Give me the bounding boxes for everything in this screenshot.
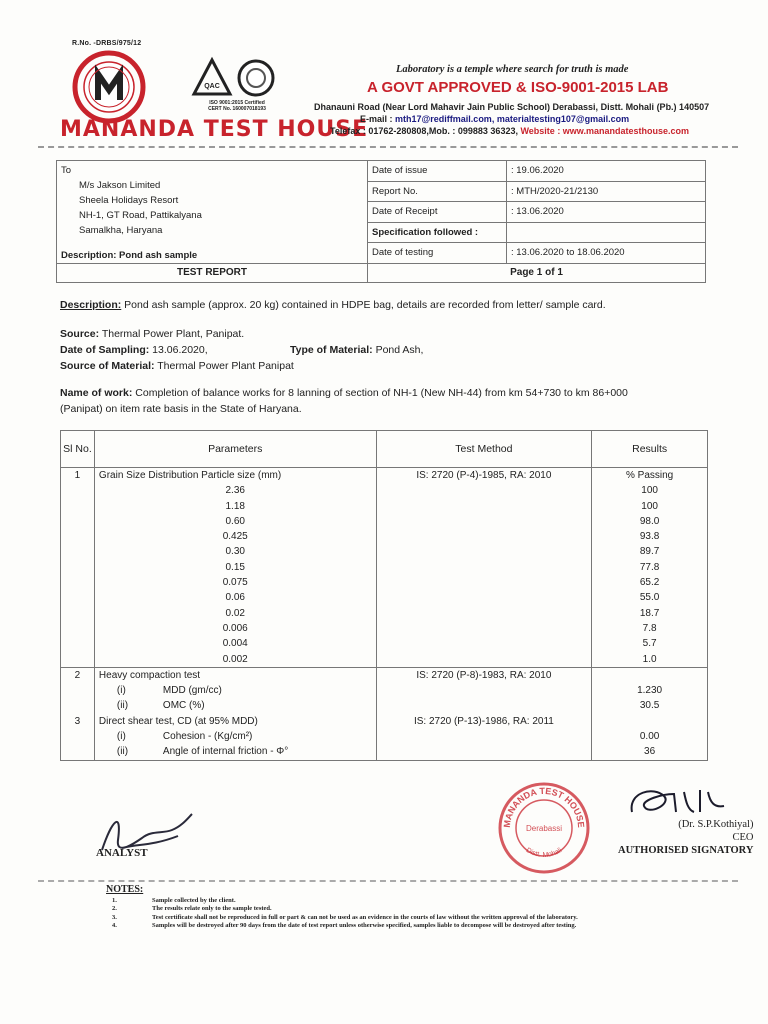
material-source-line: Source of Material: Thermal Power Plant Panipat: [60, 360, 294, 372]
table-row: 0.004 5.7: [61, 636, 708, 651]
lab-brand-name: MANANDA TEST HOUSE: [60, 117, 369, 142]
lab-email: E-mail : mth17@rediffmail.com, materialtesting107@gmail.com: [360, 114, 630, 124]
method-direct-shear: IS: 2720 (P-13)-1986, RA: 2011: [376, 714, 592, 729]
lab-address: Dhanauni Road (Near Lord Mahavir Jain Public School) Derabassi, Distt. Mohali (Pb.) 140507: [314, 102, 710, 112]
table-row: (i) MDD (gm/cc) 1.230: [61, 683, 708, 698]
notes-heading: NOTES:: [106, 884, 144, 895]
date-of-receipt: : 13.06.2020: [507, 202, 706, 223]
table-row: 0.60 98.0: [61, 514, 708, 529]
table-row: (i) Cohesion - (Kg/cm²) 0.00: [61, 729, 708, 744]
lab-telefax: Telefax : 01762-280808,Mob. : 099883 36323, Website : www.manandatesthouse.com: [330, 126, 690, 136]
col-header-sl-no: Sl No.: [61, 431, 95, 468]
table-row: 3 Direct shear test, CD (at 95% MDD) IS: 2720 (P-13)-1986, RA: 2011: [61, 714, 708, 729]
table-row: 0.02 18.7: [61, 606, 708, 621]
note-item: 1. Sample collected by the client.: [112, 897, 236, 904]
notes-divider: [38, 880, 738, 882]
field-label: Date of issue: [368, 161, 507, 182]
table-row: (ii) OMC (%) 30.5: [61, 698, 708, 713]
iso-cert-text: ISO 9001:2015 Certified CERT No. 160007018193: [208, 100, 266, 112]
note-item: 2. The results relate only to the sample tested.: [112, 905, 272, 913]
table-row: 0.425 93.8: [61, 529, 708, 544]
field-label: Date of Receipt: [368, 202, 507, 223]
certification-logos: [190, 56, 280, 100]
table-row: 1.18 100: [61, 499, 708, 514]
recipient-line: Samalkha, Haryana: [79, 225, 163, 236]
note-item: 4. Samples will be destroyed after 90 days from the date of test report unless otherwise specified, samples liable to decompose will be destroyed after testing.: [112, 922, 577, 930]
date-of-testing: : 13.06.2020 to 18.06.2020: [507, 243, 706, 264]
test-report-title: TEST REPORT: [57, 264, 368, 283]
field-label: Date of testing: [368, 243, 507, 264]
table-row: 0.002 1.0: [61, 652, 708, 668]
col-header-test-method: Test Method: [376, 431, 592, 468]
lab-tagline: Laboratory is a temple where search for truth is made: [396, 64, 629, 75]
sample-description: Description: Pond ash sample: [61, 250, 198, 261]
signatory-role: AUTHORISED SIGNATORY: [618, 845, 754, 856]
recipient-line: NH-1, GT Road, Pattikalyana: [79, 210, 202, 221]
param-grain-size: Grain Size Distribution Particle size (mm): [94, 468, 376, 484]
svg-text:Distt. Mohali: [525, 847, 564, 859]
sampling-date-line: Date of Sampling: 13.06.2020,: [60, 344, 208, 356]
signatory-title: CEO: [732, 832, 754, 843]
govt-approved-title: A GOVT APPROVED & ISO-9001-2015 LAB: [367, 79, 669, 96]
table-row: 2 Heavy compaction test IS: 2720 (P-8)-1983, RA: 2010: [61, 667, 708, 683]
param-heavy-compaction: Heavy compaction test: [94, 667, 376, 683]
note-item: 3. Test certificate shall not be reproduced in full or part & can not be used as an evidence in the courts of law without the written approval of the laboratory.: [112, 913, 578, 921]
param-direct-shear: Direct shear test, CD (at 95% MDD): [94, 714, 376, 729]
lab-seal-logo: [72, 50, 146, 124]
registration-number: R.No. -DRBS/975/12: [72, 40, 142, 47]
table-row: 0.06 55.0: [61, 590, 708, 605]
lab-website: Website : www.manandatesthouse.com: [520, 126, 690, 136]
company-stamp: [496, 780, 592, 876]
stamp-mid-text: Derabassi: [525, 824, 563, 833]
analyst-label: ANALYST: [96, 847, 148, 859]
table-row: 0.075 65.2: [61, 575, 708, 590]
source-line: Source: Thermal Power Plant, Panipat.: [60, 328, 245, 340]
authorised-signatory-block: [618, 818, 753, 857]
table-row: 2.36 100: [61, 483, 708, 498]
page-number: Page 1 of 1: [368, 264, 706, 283]
table-row: 0.15 77.8: [61, 560, 708, 575]
stamp-top-text: MANANDA TEST HOUSE: [501, 785, 587, 829]
recipient-line: M/s Jakson Limited: [79, 180, 161, 191]
recipient-block: To M/s Jakson Limited Sheela Holidays Resort NH-1, GT Road, Pattikalyana Samalkha, Haryana Description: Pond ash sample: [57, 161, 368, 264]
svg-text:QAC: QAC: [204, 83, 220, 90]
method-heavy-compaction: IS: 2720 (P-8)-1983, RA: 2010: [376, 667, 592, 683]
signatory-name: (Dr. S.P.Kothiyal): [678, 819, 754, 830]
method-grain-size: IS: 2720 (P-4)-1985, RA: 2010: [376, 468, 592, 484]
result-header-passing: % Passing: [592, 468, 708, 484]
notes-list: [112, 897, 707, 931]
table-row: (ii) Angle of internal friction - Φ° 36: [61, 744, 708, 760]
report-number: : MTH/2020-21/2130: [507, 181, 706, 202]
col-header-results: Results: [592, 431, 708, 468]
table-row: 1 Grain Size Distribution Particle size (mm) IS: 2720 (P-4)-1985, RA: 2010 % Passing: [61, 468, 708, 484]
recipient-line: Sheela Holidays Resort: [79, 195, 179, 206]
header-divider: [38, 146, 738, 148]
svg-text:MANANDA TEST HOUSE: [502, 786, 586, 828]
stamp-bottom-text: Distt. Mohali: [524, 846, 564, 859]
specification-followed: [507, 222, 706, 243]
description-line: Description: Pond ash sample (approx. 20 kg) contained in HDPE bag, details are recorded from letter/ sample card.: [60, 299, 606, 311]
table-row: 0.30 89.7: [61, 544, 708, 559]
name-of-work: Name of work: Completion of balance works for 8 lanning of section of NH-1 (New NH-44) from km 54+730 to km 86+000 (Panipat) on item rate basis in the State of Haryana.: [60, 387, 628, 415]
field-label: Report No.: [368, 181, 507, 202]
report-header-table: [56, 160, 706, 283]
results-table: [60, 430, 708, 761]
material-type-line: Type of Material: Pond Ash,: [290, 344, 424, 356]
col-header-parameters: Parameters: [94, 431, 376, 468]
field-label: Specification followed :: [368, 222, 507, 243]
date-of-issue: : 19.06.2020: [507, 161, 706, 182]
table-row: 0.006 7.8: [61, 621, 708, 636]
